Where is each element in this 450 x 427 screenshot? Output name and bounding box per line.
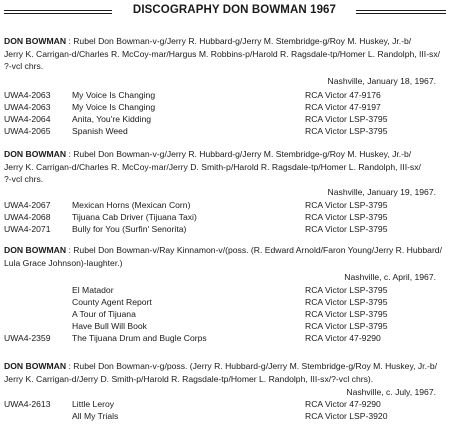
personnel-line: DON BOWMAN : Rubel Don Bowman-v-g/poss. (Jerry R. Hubbard-g/Jerry M. Stembridge-g/Roy M. Huskey, Jr.-b/ xyxy=(4,361,437,371)
song-title: Anita, You're Kidding xyxy=(72,114,152,124)
artist-name: DON BOWMAN xyxy=(4,245,67,255)
matrix-number: UWA4-2063 xyxy=(4,102,51,112)
personnel-line: DON BOWMAN : Rubel Don Bowman-v-g/Jerry R. Hubbard-g/Jerry M. Stembridge-g/Roy M. Huskey, Jr.-b/ xyxy=(4,36,412,46)
matrix-number: UWA4-2613 xyxy=(4,399,51,409)
personnel-line: DON BOWMAN : Rubel Don Bowman-v/Ray Kinnamon-v/(poss. (R. Edward Arnold/Faron Young/Jerry R. Hubbard/ xyxy=(4,245,442,255)
personnel-line: ?-vcl chrs. xyxy=(4,61,44,71)
record-label: RCA Victor LSP-3920 xyxy=(305,411,388,421)
song-title: Spanish Weed xyxy=(72,126,128,136)
record-label: RCA Victor LSP-3795 xyxy=(305,114,388,124)
personnel-line: DON BOWMAN : Rubel Don Bowman-v-g/Jerry R. Hubbard-g/Jerry M. Stembridge-g/Roy M. Huskey, Jr.-b/ xyxy=(4,149,412,159)
track-row xyxy=(0,113,450,125)
artist-name: DON BOWMAN xyxy=(4,361,67,371)
song-title: Tijuana Cab Driver (Tijuana Taxi) xyxy=(72,212,197,222)
song-title: My Voice Is Changing xyxy=(72,102,156,112)
personnel-line: ?-vcl chrs. xyxy=(4,174,44,184)
song-title: A Tour of Tijuana xyxy=(72,309,136,319)
matrix-number: UWA4-2359 xyxy=(4,333,51,343)
record-label: RCA Victor 47-9290 xyxy=(305,333,381,343)
song-title: Mexican Horns (Mexican Corn) xyxy=(72,200,191,210)
track-row xyxy=(0,308,450,320)
track-row xyxy=(0,89,450,101)
track-row xyxy=(0,296,450,308)
track-row xyxy=(0,101,450,113)
record-label: RCA Victor 47-9290 xyxy=(305,399,381,409)
record-label: RCA Victor LSP-3795 xyxy=(305,297,388,307)
song-title: All My Trials xyxy=(72,411,119,421)
record-label: RCA Victor 47-9176 xyxy=(305,90,381,100)
personnel-block xyxy=(4,35,446,73)
song-title: Have Bull Will Book xyxy=(72,321,147,331)
track-row xyxy=(0,320,450,332)
record-label: RCA Victor LSP-3795 xyxy=(305,212,388,222)
personnel-block xyxy=(4,360,446,385)
matrix-number: UWA4-2064 xyxy=(4,114,51,124)
personnel-line: Jerry K. Carrigan-d/Charles R. McCoy-mar/Jerry D. Smith-p/Harold R. Ragsdale-tp/Homer L. Randolph, III-sx/ xyxy=(4,161,421,172)
track-row xyxy=(0,199,450,211)
page-header xyxy=(0,4,450,20)
track-row xyxy=(0,332,450,344)
matrix-number: UWA4-2067 xyxy=(4,200,51,210)
record-label: RCA Victor LSP-3795 xyxy=(305,224,388,234)
personnel-line: Jerry K. Carrigan-d/Jerry D. Smith-p/Harold R. Ragsdale-tp/Homer L. Randolph, III-sx/?-vcl chrs). xyxy=(4,373,374,384)
personnel-block xyxy=(4,244,446,269)
song-title: Bully for You (Surfin' Senorita) xyxy=(72,224,187,234)
track-row xyxy=(0,410,450,422)
record-label: RCA Victor LSP-3795 xyxy=(305,126,388,136)
record-label: RCA Victor LSP-3795 xyxy=(305,309,388,319)
session-location: Nashville, c. July, 1967. xyxy=(346,387,436,397)
record-label: RCA Victor LSP-3795 xyxy=(305,321,388,331)
song-title: My Voice Is Changing xyxy=(72,90,156,100)
session-location: Nashville, January 19, 1967. xyxy=(327,187,436,197)
song-title: El Matador xyxy=(72,285,114,295)
personnel-line: Jerry K. Carrigan-d/Charles R. McCoy-mar/Hargus M. Robbins-p/Harold R. Ragsdale-tp/Homer L. Randolph, III-sx/ xyxy=(4,48,441,59)
matrix-number: UWA4-2071 xyxy=(4,224,51,234)
track-row xyxy=(0,398,450,410)
track-row xyxy=(0,223,450,235)
track-row xyxy=(0,211,450,223)
song-title: Little Leroy xyxy=(72,399,115,409)
matrix-number: UWA4-2068 xyxy=(4,212,51,222)
track-row xyxy=(0,125,450,137)
artist-name: DON BOWMAN xyxy=(4,36,67,46)
session-location: Nashville, c. April, 1967. xyxy=(344,272,436,282)
record-label: RCA Victor 47-9197 xyxy=(305,102,381,112)
session-location: Nashville, January 18, 1967. xyxy=(327,76,436,86)
record-label: RCA Victor LSP-3795 xyxy=(305,200,388,210)
personnel-block xyxy=(4,148,446,186)
personnel-line: Lula Grace Johnson)-laughter.) xyxy=(4,257,123,268)
header-rule-right xyxy=(356,10,446,14)
song-title: County Agent Report xyxy=(72,297,152,307)
track-row xyxy=(0,284,450,296)
page-title: DISCOGRAPHY DON BOWMAN 1967 xyxy=(132,4,337,16)
header-rule-left xyxy=(4,10,112,14)
song-title: The Tijuana Drum and Bugle Corps xyxy=(72,333,207,343)
matrix-number: UWA4-2065 xyxy=(4,126,51,136)
matrix-number: UWA4-2063 xyxy=(4,90,51,100)
artist-name: DON BOWMAN xyxy=(4,149,67,159)
record-label: RCA Victor LSP-3795 xyxy=(305,285,388,295)
